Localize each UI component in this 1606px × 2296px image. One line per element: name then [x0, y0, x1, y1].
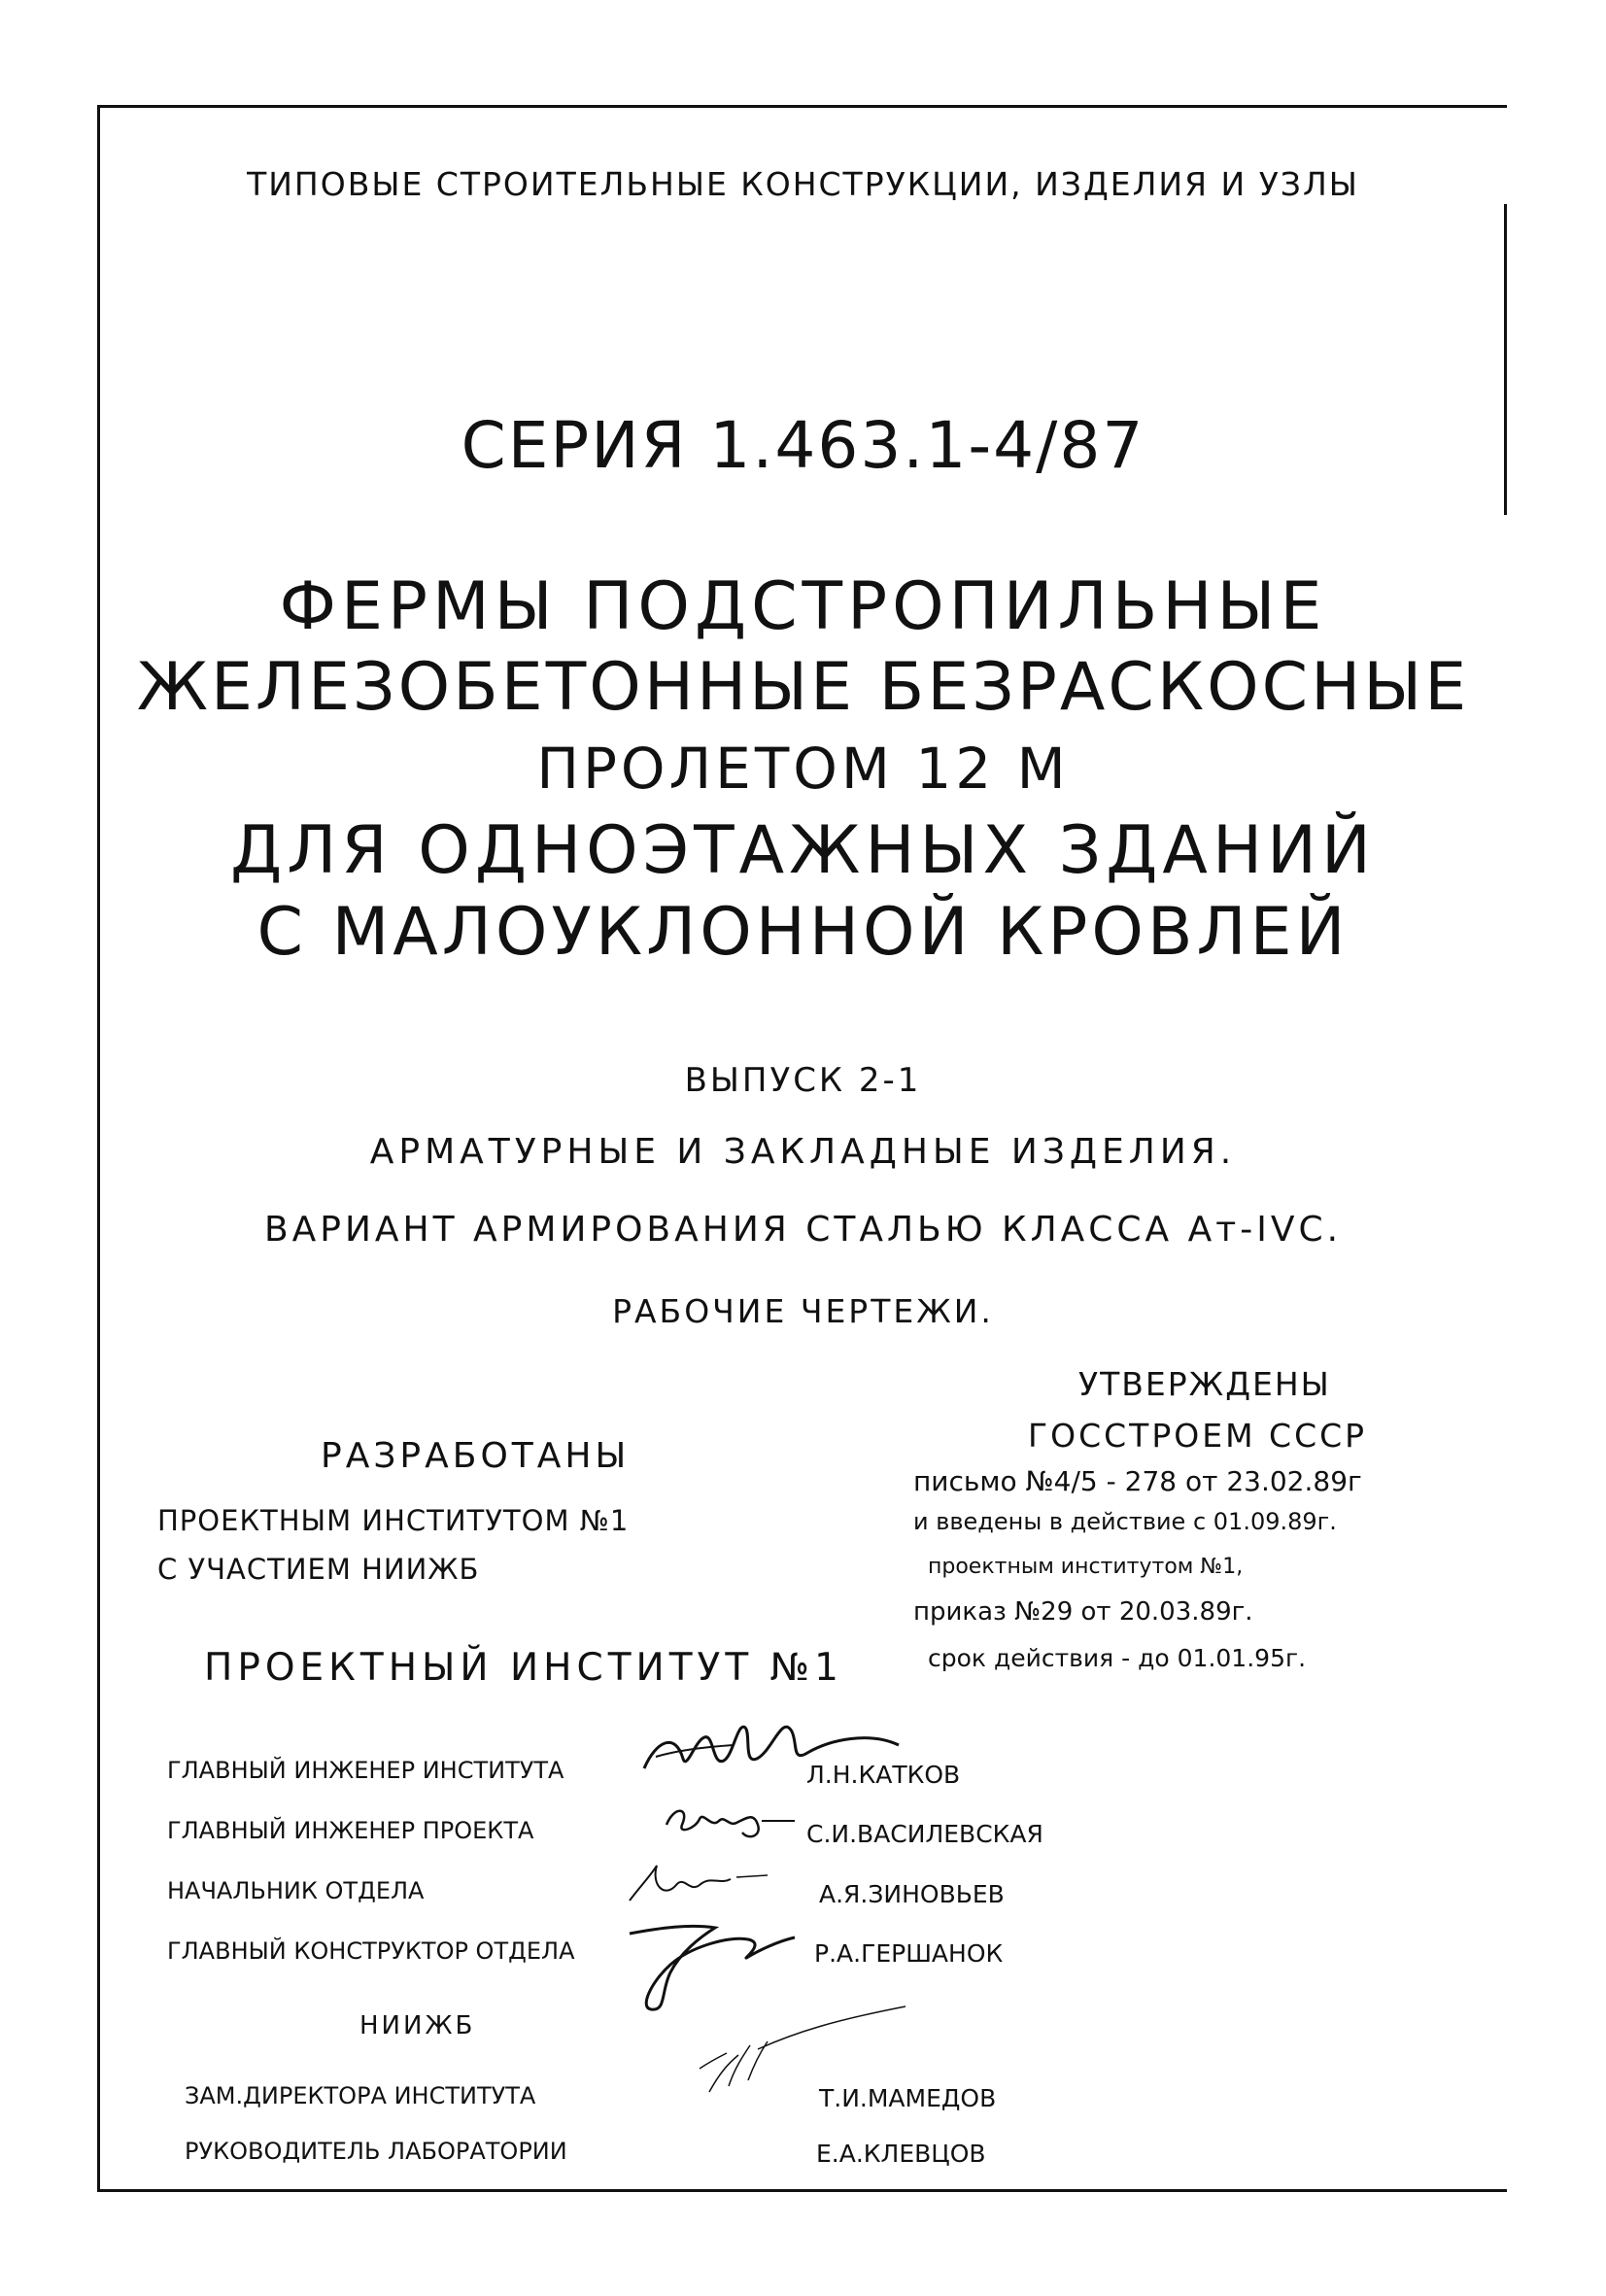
description-line-2: ВАРИАНТ АРМИРОВАНИЯ СТАЛЬЮ КЛАССА Ат-IVС. [263, 1210, 1343, 1250]
developed-line-1: ПРОЕКТНЫМ ИНСТИТУТОМ №1 [157, 1504, 630, 1537]
approval-line-5: срок действия - до 01.01.95г. [928, 1644, 1307, 1672]
developed-title: РАЗРАБОТАНЫ [321, 1436, 631, 1476]
signatory-name-3: А.Я.ЗИНОВЬЕВ [819, 1880, 1005, 1908]
niizhb-name-2: Е.А.КЛЕВЦОВ [816, 2140, 986, 2168]
signatory-position-3: НАЧАЛЬНИК ОТДЕЛА [167, 1877, 425, 1904]
niizhb-label: НИИЖБ [359, 2011, 476, 2040]
header: ТИПОВЫЕ СТРОИТЕЛЬНЫЕ КОНСТРУКЦИИ, ИЗДЕЛИЯ И УЗЛЫ [247, 165, 1359, 203]
signatory-position-4: ГЛАВНЫЙ КОНСТРУКТОР ОТДЕЛА [167, 1937, 575, 1965]
approval-line-4: приказ №29 от 20.03.89г. [913, 1597, 1253, 1627]
signature-3 [622, 1856, 777, 1914]
niizhb-name-1: Т.И.МАМЕДОВ [819, 2084, 997, 2112]
issue-number: ВЫПУСК 2-1 [684, 1061, 922, 1100]
description-line-3: РАБОЧИЕ ЧЕРТЕЖИ. [612, 1292, 994, 1330]
title-line-5: С МАЛОУКЛОННОЙ КРОВЛЕЙ [256, 894, 1350, 971]
signature-5 [680, 1997, 913, 2104]
title-line-1: ФЕРМЫ ПОДСТРОПИЛЬНЫЕ [279, 568, 1327, 645]
title-line-2: ЖЕЛЕЗОБЕТОННЫЕ БЕЗРАСКОСНЫЕ [136, 649, 1470, 726]
approval-line-1: письмо №4/5 - 278 от 23.02.89г [913, 1465, 1362, 1497]
description-line-1: АРМАТУРНЫЕ И ЗАКЛАДНЫЕ ИЗДЕЛИЯ. [369, 1132, 1237, 1172]
institute-name: ПРОЕКТНЫЙ ИНСТИТУТ №1 [204, 1646, 843, 1690]
signatory-position-1: ГЛАВНЫЙ ИНЖЕНЕР ИНСТИТУТА [167, 1757, 564, 1784]
signatory-name-1: Л.Н.КАТКОВ [806, 1761, 961, 1789]
series-number: СЕРИЯ 1.463.1-4/87 [461, 408, 1145, 483]
signatory-position-2: ГЛАВНЫЙ ИНЖЕНЕР ПРОЕКТА [167, 1817, 534, 1844]
signatory-name-4: Р.А.ГЕРШАНОК [814, 1939, 1004, 1968]
title-line-3: ПРОЛЕТОМ 12 М [536, 736, 1070, 802]
signatory-name-2: С.И.ВАСИЛЕВСКАЯ [806, 1820, 1043, 1848]
signature-1 [636, 1702, 908, 1790]
approval-authority: ГОССТРОЕМ СССР [1028, 1417, 1368, 1455]
approval-title: УТВЕРЖДЕНЫ [1078, 1365, 1331, 1403]
niizhb-position-2: РУКОВОДИТЕЛЬ ЛАБОРАТОРИИ [185, 2138, 567, 2165]
developed-line-2: С УЧАСТИЕМ НИИЖБ [157, 1553, 480, 1586]
niizhb-position-1: ЗАМ.ДИРЕКТОРА ИНСТИТУТА [185, 2082, 536, 2109]
approval-line-3: проектным институтом №1, [928, 1555, 1244, 1579]
title-line-4: ДЛЯ ОДНОЭТАЖНЫХ ЗДАНИЙ [230, 812, 1376, 889]
approval-line-2: и введены в действие с 01.09.89г. [913, 1508, 1337, 1535]
signature-2 [661, 1796, 797, 1844]
